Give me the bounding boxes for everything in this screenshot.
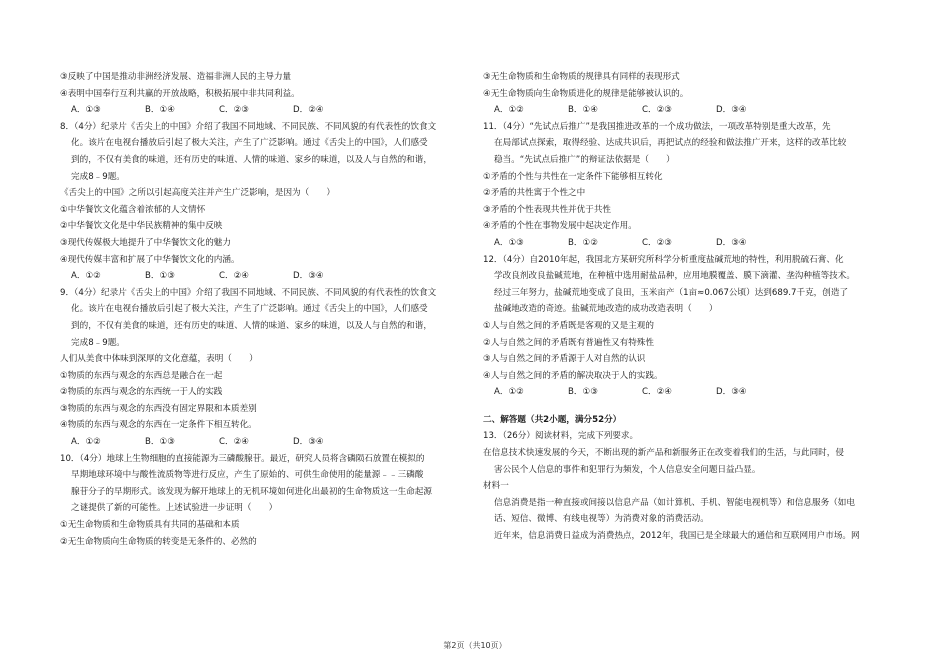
text-line: 害公民个人信息的事件和犯罪行为频发，个人信息安全问题日益凸显。 [494, 464, 761, 475]
answer-option: A．①② [494, 387, 524, 398]
answer-options [483, 384, 895, 401]
text-line: ②中华餐饮文化是中华民族精神的集中反映 [60, 221, 223, 232]
text-line: ④矛盾的个性在事物发展中起决定作用。 [483, 221, 637, 232]
text-line: 人们从美食中体味到深厚的文化意蕴，表明（ ） [60, 354, 258, 365]
text-line: ④表明中国奉行互利共赢的开放战略，积极拓展中非共同利益。 [60, 88, 300, 99]
answer-option: C．②③ [219, 105, 250, 116]
text-line: 之谜提供了新的可能性。上述试验进一步证明（ ） [71, 503, 278, 514]
answer-option: A．①② [71, 437, 101, 448]
text-line: ③物质的东西与观念的东西没有固定界限和本质差别 [60, 403, 257, 414]
answer-option: A．①② [71, 271, 101, 282]
answer-option: D．③④ [716, 237, 747, 248]
text-line: 材料一 [483, 481, 509, 492]
text-line: ③无生命物质和生命物质的规律具有同样的表现形式 [483, 72, 680, 82]
text-line: 早期地球环境中与酸性流质物等进行反应，产生了原始的、可供生命使用的能量源﹣﹣三磷酸 [71, 470, 424, 481]
text-line: 腺苷分子的早期形式。该发现为解开地球上的无机环境如何进化出最初的生命物质这一生命起源 [71, 486, 432, 497]
text-line: 在信息技术快速发展的今天，不断出现的新产品和新服务正在改变着我们的生活，与此同时，侵 [483, 448, 844, 459]
text-line: 话、短信、微博、有线电视等）为消费对象的消费活动。 [494, 514, 709, 525]
answer-option: B．①③ [145, 271, 175, 282]
answer-options [483, 102, 895, 119]
answer-option: C．②④ [642, 387, 673, 398]
answer-option: B．①③ [145, 437, 175, 448]
text-line: 11．（4分）“先试点后推广”是我国推进改革的一个成功做法，一项改革特别是重大改革，先 [483, 121, 831, 132]
text-line: ①人与自然之间的矛盾既是客观的又是主观的 [483, 320, 654, 331]
answer-option: D．③④ [293, 271, 324, 282]
answer-option: A．①③ [71, 105, 101, 116]
text-line: 10．（4分）地球上生物细胞的直接能源为三磷酸腺苷。最近，研究人员将含磷陨石放置在模拟的 [60, 453, 425, 464]
text-line: 信息消费是指一种直接或间接以信息产品（如计算机、手机、智能电视机等）和信息服务（如电 [494, 497, 855, 508]
text-line: 近年来，信息消费日益成为消费热点，2012年，我国已是全球最大的通信和互联网用户市场。网 [494, 531, 860, 542]
text-line: ②矛盾的共性寓于个性之中 [483, 188, 586, 199]
section-heading: 二、解答题（共2小题，满分52分） [483, 414, 622, 425]
answer-option: C．②③ [642, 237, 673, 248]
text-line: ④现代传媒丰富和扩展了中华餐饮文化的内涵。 [60, 254, 240, 265]
section-gap [483, 401, 895, 412]
left-column [60, 69, 468, 550]
text-line: ②物质的东西与观念的东西统一于人的实践 [60, 387, 223, 398]
text-line: ①物质的东西与观念的东西总是融合在一起 [60, 370, 223, 381]
text-line: 13．（26分）阅读材料，完成下列要求。 [483, 431, 639, 442]
answer-option: B．①③ [568, 387, 598, 398]
text-line: ②无生命物质向生命物质的转变是无条件的、必然的 [60, 536, 257, 547]
text-line: ①矛盾的个性与共性在一定条件下能够相互转化 [483, 171, 663, 182]
answer-option: A．①② [494, 105, 524, 116]
text-line: ②人与自然之间的矛盾既有普遍性又有特殊性 [483, 337, 654, 348]
text-line: 9．（4分）纪录片《舌尖上的中国》介绍了我国不同地域、不同民族、不同风貌的有代表性的饮食文 [60, 287, 437, 298]
text-line: 学改良剂改良盐碱荒地，在种植中选用耐盐品种，应用地膜覆盖、膜下滴灌、垄沟种植等技术。 [494, 271, 855, 282]
answer-option: B．①④ [145, 105, 175, 116]
answer-option: A．①③ [494, 237, 524, 248]
text-line: ③矛盾的个性表现共性并优于共性 [483, 204, 612, 215]
text-line: 12．（4分）自2010年起，我国北方某研究所科学分析重度盐碱荒地的特性，利用脱硫石膏、化 [483, 254, 844, 265]
answer-options [60, 268, 468, 285]
answer-options [60, 102, 468, 119]
answer-option: D．③④ [716, 387, 747, 398]
text-line: 《舌尖上的中国》之所以引起高度关注并产生广泛影响，是因为（ ） [60, 188, 336, 199]
text-line: 完成8﹣9题。 [71, 171, 125, 182]
text-line: 化。该片在电视台播放后引起了极大关注，产生了广泛影响。通过《舌尖上的中国》，人们感受 [71, 138, 428, 149]
answer-option: D．②④ [293, 105, 324, 116]
text-line: ③反映了中国是推动非洲经济发展、造福非洲人民的主导力量 [60, 72, 292, 82]
text-line: 到的，不仅有美食的味道，还有历史的味道、人情的味道、家乡的味道，以及人与自然的和谐， [71, 154, 432, 165]
text-line: ④物质的东西与观念的东西在一定条件下相互转化。 [60, 420, 257, 431]
answer-option: C．②④ [219, 271, 250, 282]
text-line: 到的，不仅有美食的味道，还有历史的味道、人情的味道、家乡的味道，以及人与自然的和谐， [71, 320, 432, 331]
text-line: 稳当。“先试点后推广”的辩证法依据是（ ） [494, 154, 675, 165]
text-line: ①无生命物质和生命物质具有共同的基础和本质 [60, 520, 240, 531]
page-footer: 第2页（共10页） [443, 641, 507, 650]
answer-option: B．①④ [568, 105, 598, 116]
right-column [483, 69, 895, 545]
text-line: ③现代传媒极大地提升了中华餐饮文化的魅力 [60, 237, 231, 248]
answer-option: B．①② [568, 237, 598, 248]
text-line: 盐碱地改造的奇迹。盐碱荒地改造的成功改造表明（ ） [494, 304, 718, 315]
answer-options [60, 434, 468, 451]
text-line: 完成8﹣9题。 [71, 337, 125, 348]
text-line: 在局部试点探索，取得经验、达成共识后，再把试点的经验和做法推广开来，这样的改革比较 [494, 138, 847, 149]
text-line: 化。该片在电视台播放后引起了极大关注，产生了广泛影响。通过《舌尖上的中国》，人们感受 [71, 304, 428, 315]
text-line: ③人与自然之间的矛盾源于人对自然的认识 [483, 354, 646, 365]
answer-option: D．③④ [293, 437, 324, 448]
answer-options [483, 235, 895, 252]
text-line: 经过三年努力，盐碱荒地变成了良田，玉米亩产（1亩≈0.067公顷）达到689.7千克，创造了 [494, 287, 849, 298]
text-line: ④无生命物质向生命物质进化的规律是能够被认识的。 [483, 88, 689, 99]
answer-option: C．②④ [219, 437, 250, 448]
answer-option: C．②③ [642, 105, 673, 116]
answer-option: D．③④ [716, 105, 747, 116]
text-line: ④人与自然之间的矛盾的解决取决于人的实践。 [483, 370, 663, 381]
text-line: ①中华餐饮文化蕴含着浓郁的人文情怀 [60, 204, 206, 215]
text-line: 8．（4分）纪录片《舌尖上的中国》介绍了我国不同地域、不同民族、不同风貌的有代表性的饮食文 [60, 121, 437, 132]
